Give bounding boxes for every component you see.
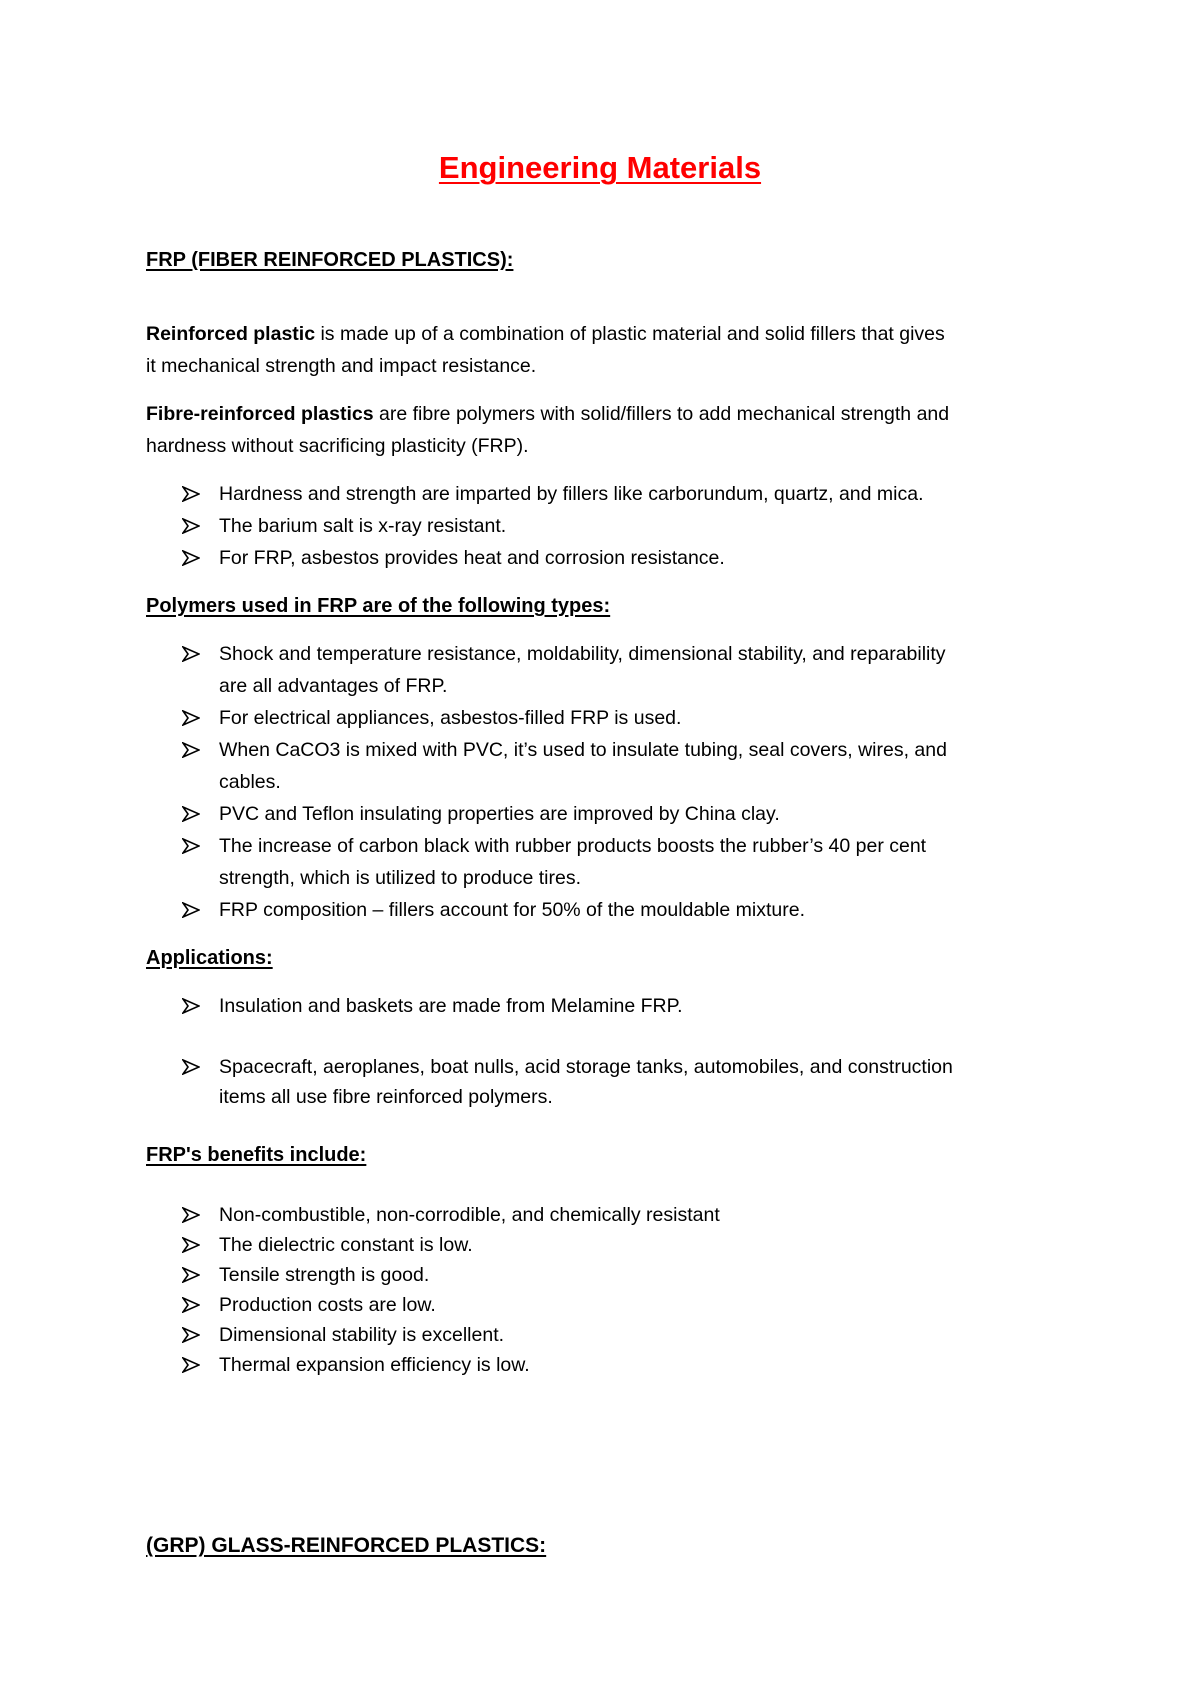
list-item-text: Production costs are low. [219, 1294, 436, 1316]
frp-paragraph-2 [146, 398, 1076, 462]
arrowhead-bullet-icon [182, 1350, 204, 1380]
arrowhead-bullet-icon [182, 1260, 204, 1290]
list-item-text-continued: are all advantages of FRP. [219, 675, 448, 697]
list-item-text: Dimensional stability is excellent. [219, 1324, 505, 1346]
frp-paragraph-1-line-1 [146, 318, 1076, 350]
list-item-text-continued: strength, which is utilized to produce tires. [219, 867, 582, 889]
polymers-heading: Polymers used in FRP are of the following types: [146, 595, 611, 617]
list-item-text: The barium salt is x-ray resistant. [219, 515, 507, 537]
arrowhead-bullet-icon [182, 798, 204, 830]
list-item-text: The dielectric constant is low. [219, 1234, 473, 1256]
arrowhead-bullet-icon [182, 542, 204, 574]
list-item-text: The increase of carbon black with rubber products boosts the rubber’s 40 per cent [219, 835, 927, 857]
list-item-text: Tensile strength is good. [219, 1264, 430, 1286]
arrowhead-bullet-icon [182, 1052, 204, 1082]
arrowhead-bullet-icon [182, 734, 204, 766]
applications-heading: Applications: [146, 947, 273, 969]
arrowhead-bullet-icon [182, 894, 204, 926]
list-item-text: Shock and temperature resistance, moldability, dimensional stability, and reparability [219, 643, 946, 665]
frp-paragraph-1-line-2: it mechanical strength and impact resistance. [146, 355, 537, 377]
list-item-text-continued: cables. [219, 771, 281, 793]
frp-paragraph-2-bold: Fibre-reinforced plastics [146, 403, 374, 425]
arrowhead-bullet-icon [182, 1320, 204, 1350]
arrowhead-bullet-icon [182, 510, 204, 542]
frp-paragraph-1-bold: Reinforced plastic [146, 323, 316, 345]
arrowhead-bullet-icon [182, 1200, 204, 1230]
arrowhead-bullet-icon [182, 990, 204, 1022]
list-item-text-continued: items all use fibre reinforced polymers. [219, 1086, 553, 1108]
frp-heading: FRP (FIBER REINFORCED PLASTICS): [146, 249, 514, 271]
page-title-text: Engineering Materials [438, 150, 762, 185]
list-item-text: Spacecraft, aeroplanes, boat nulls, acid storage tanks, automobiles, and construction [219, 1056, 953, 1078]
arrowhead-bullet-icon [182, 638, 204, 670]
grp-heading: (GRP) GLASS-REINFORCED PLASTICS: [146, 1534, 547, 1557]
arrowhead-bullet-icon [182, 830, 204, 862]
page-title [0, 148, 1200, 188]
list-item-text: Thermal expansion efficiency is low. [219, 1354, 530, 1376]
list-item-text: For electrical appliances, asbestos-filled FRP is used. [219, 707, 682, 729]
list-item-text: PVC and Teflon insulating properties are improved by China clay. [219, 803, 780, 825]
list-item-text: When CaCO3 is mixed with PVC, it’s used to insulate tubing, seal covers, wires, and [219, 739, 947, 761]
frp-paragraph-2-rest: are fibre polymers with solid/fillers to add mechanical strength and [373, 403, 950, 425]
frp-paragraph-2-line-2: hardness without sacrificing plasticity (FRP). [146, 435, 529, 457]
list-item-text: Insulation and baskets are made from Melamine FRP. [219, 995, 683, 1017]
benefits-heading: FRP's benefits include: [146, 1144, 367, 1166]
list-item-text: Hardness and strength are imparted by fillers like carborundum, quartz, and mica. [219, 483, 924, 505]
list-item-text: For FRP, asbestos provides heat and corrosion resistance. [219, 547, 725, 569]
list-item-text: Non-combustible, non-corrodible, and chemically resistant [219, 1204, 720, 1226]
list-item-text: FRP composition – fillers account for 50% of the mouldable mixture. [219, 899, 805, 921]
frp-paragraph-1-rest: is made up of a combination of plastic material and solid fillers that gives [315, 323, 945, 345]
arrowhead-bullet-icon [182, 1290, 204, 1320]
frp-paragraph-2-line-1 [146, 398, 1076, 430]
arrowhead-bullet-icon [182, 702, 204, 734]
frp-paragraph-1 [146, 318, 1076, 382]
arrowhead-bullet-icon [182, 1230, 204, 1260]
arrowhead-bullet-icon [182, 478, 204, 510]
